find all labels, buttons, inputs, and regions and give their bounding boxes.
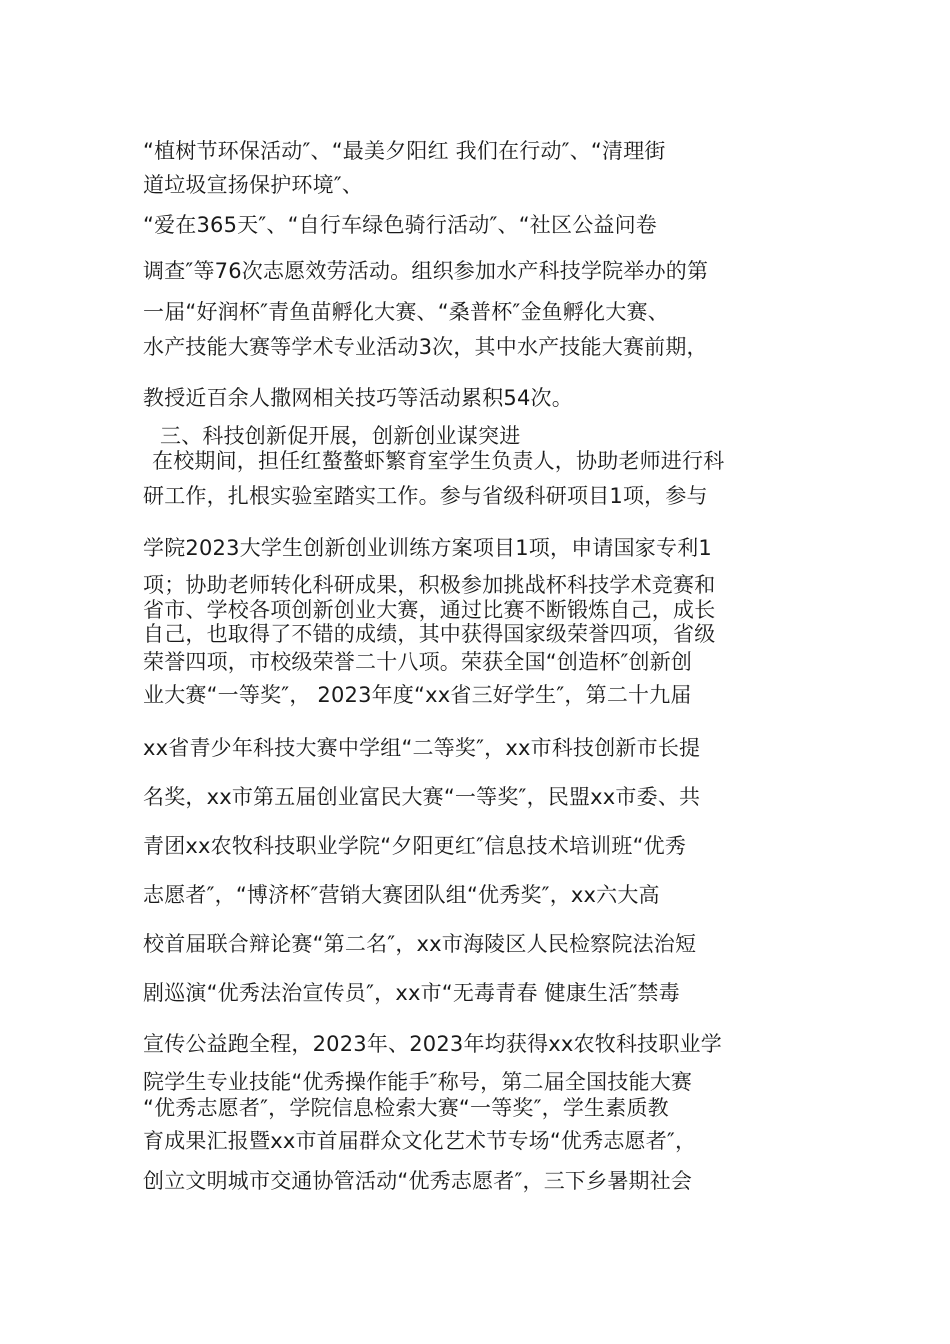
text-line-2: 道垃圾宣扬保护环境″、 [143,173,364,197]
text-line-21: 校首届联合辩论赛“第二名″，xx市海陵区人民检察院法治短 [143,932,697,956]
text-line-19: 青团xx农牧科技职业学院“夕阳更红″信息技术培训班“优秀 [143,834,687,858]
text-line-6: 水产技能大赛等学术专业活动3次，其中水产技能大赛前期， [143,335,708,359]
text-line-14: 自己，也取得了不错的成绩，其中获得国家级荣誉四项，省级 [143,622,716,646]
text-line-16: 业大赛“一等奖″， 2023年度“xx省三好学生″，第二十九届 [143,683,692,707]
text-line-23: 宣传公益跑全程，2023年、2023年均获得xx农牧科技职业学 [143,1032,722,1056]
text-line-4: 调查″等76次志愿效劳活动。组织参加水产科技学院举办的第 [143,259,709,283]
text-line-3: “爱在365天″、“自行车绿色骑行活动″、“社区公益问卷 [143,213,658,237]
text-line-10: 研工作，扎根实验室踏实工作。参与省级科研项目1项，参与 [143,484,708,508]
section-heading: 三、科技创新促开展，创新创业谋突进 [160,424,521,448]
text-line-5: 一届“好润杯″青鱼苗孵化大赛、“桑普杯″金鱼孵化大赛、 [143,300,669,324]
text-line-12: 项；协助老师转化科研成果，积极参加挑战杯科技学术竞赛和 [143,573,716,597]
text-line-15: 荣誉四项，市校级荣誉二十八项。荣获全国“创造杯″创新创 [143,650,693,674]
text-line-22: 剧巡演“优秀法治宣传员″，xx市“无毒青春 健康生活″禁毒 [143,981,680,1005]
text-line-20: 志愿者″，“博济杯″营销大赛团队组“优秀奖″，xx六大高 [143,883,660,907]
text-line-18: 名奖，xx市第五届创业富民大赛“一等奖″，民盟xx市委、共 [143,785,701,809]
text-line-11: 学院2023大学生创新创业训练方案项目1项，申请国家专利1 [143,536,712,560]
text-line-7: 教授近百余人撒网相关技巧等活动累积54次。 [143,386,573,410]
text-line-1: “植树节环保活动″、“最美夕阳红 我们在行动″、“清理街 [143,139,666,163]
text-line-17: xx省青少年科技大赛中学组“二等奖″，xx市科技创新市长提 [143,736,701,760]
text-line-24: 院学生专业技能“优秀操作能手″称号，第二届全国技能大赛 [143,1070,693,1094]
text-line-25: “优秀志愿者″，学院信息检索大赛“一等奖″，学生素质教 [143,1096,669,1120]
text-line-27: 创立文明城市交通协管活动“优秀志愿者″，三下乡暑期社会 [143,1169,693,1193]
text-line-26: 育成果汇报暨xx市首届群众文化艺术节专场“优秀志愿者″， [143,1129,697,1153]
text-line-9: 在校期间，担任红螯螯虾繁育室学生负责人，协助老师进行科 [152,449,725,473]
text-line-13: 省市、学校各项创新创业大赛，通过比赛不断锻炼自己，成长 [143,598,716,622]
